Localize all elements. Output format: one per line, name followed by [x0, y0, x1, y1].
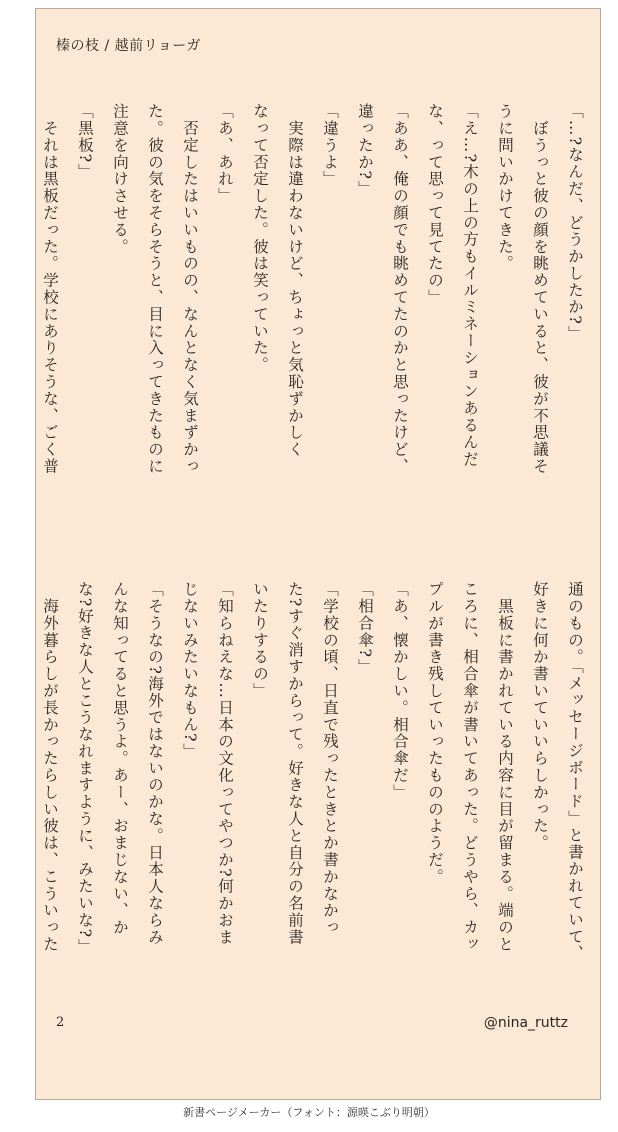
text-column: 違ったか?」	[356, 103, 374, 198]
text-column: な?好きな人とこうなれますように、みたいな?」	[76, 581, 94, 956]
text-column: 「え…?木の上の方もイルミネーションあるんだ	[461, 103, 479, 468]
text-column: それは黒板だった。学校にありそうな、ごく普	[41, 103, 59, 475]
text-column: 「相合傘?」	[356, 581, 374, 676]
text-column: 海外暮らしが長かったらしい彼は、こういった	[41, 581, 59, 953]
text-column: 「黒板?」	[76, 103, 94, 181]
novel-page	[35, 8, 601, 1100]
upper-text-block	[41, 103, 592, 533]
text-column: んな知ってると思うよ。あー、おまじない、か	[111, 581, 129, 936]
text-column: 実際は違わないけど、ちょっと気恥ずかしく	[286, 103, 304, 458]
text-column: た。彼の気をそらそうと、目に入ってきたものに	[146, 103, 164, 475]
text-column: いたりするの」	[251, 581, 269, 700]
text-column: 「知らねえな…日本の文化ってやつか?何かおま	[216, 581, 234, 946]
generator-credit: 新書ページメーカー（フォント：源暎こぶり明朝）	[183, 1106, 435, 1119]
author-handle: @nina_ruttz	[483, 1015, 568, 1031]
text-column: ぼうっと彼の顔を眺めていると、彼が不思議そ	[531, 103, 549, 475]
text-column: 黒板に書かれている内容に目が留まる。端のと	[496, 581, 514, 953]
text-column: な、って思って見てたの」	[426, 103, 444, 306]
text-column: た?すぐ消すからって。好きな人と自分の名前書	[286, 581, 304, 946]
text-column: プルが書き残していったもののようだ。	[426, 581, 444, 886]
text-column: 「違うよ」	[321, 103, 339, 188]
text-column: 否定したはいいものの、なんとなく気まずかっ	[181, 103, 199, 475]
text-column: 注意を向けさせる。	[111, 103, 129, 256]
page-number: 2	[56, 1015, 65, 1030]
lower-text-block	[41, 581, 592, 991]
page-header-title: 榛の枝 / 越前リョーガ	[56, 38, 201, 54]
text-column: 「ああ、俺の顔でも眺めてたのかと思ったけど、	[391, 103, 409, 475]
text-column: 通のもの。「メッセージボード」と書かれていて、	[566, 581, 584, 962]
text-column: なって否定した。彼は笑っていた。	[251, 103, 269, 374]
text-column: 「あ、懐かしい。相合傘だ」	[391, 581, 409, 801]
text-column: じないみたいなもん?」	[181, 581, 199, 760]
text-column: 「…?なんだ、どうかしたか?」	[566, 103, 584, 343]
text-column: 「そうなの?海外ではないのかな。日本人ならみ	[146, 581, 164, 946]
text-column: 好きに何か書いていいらしかった。	[531, 581, 549, 852]
text-column: 「あ、あれ」	[216, 103, 234, 205]
text-column: ころに、相合傘が書いてあった。どうやら、カッ	[461, 581, 479, 953]
text-column: うに問いかけてきた。	[496, 103, 514, 272]
text-column: 「学校の頃、日直で残ったときとか書かなかっ	[321, 581, 339, 936]
